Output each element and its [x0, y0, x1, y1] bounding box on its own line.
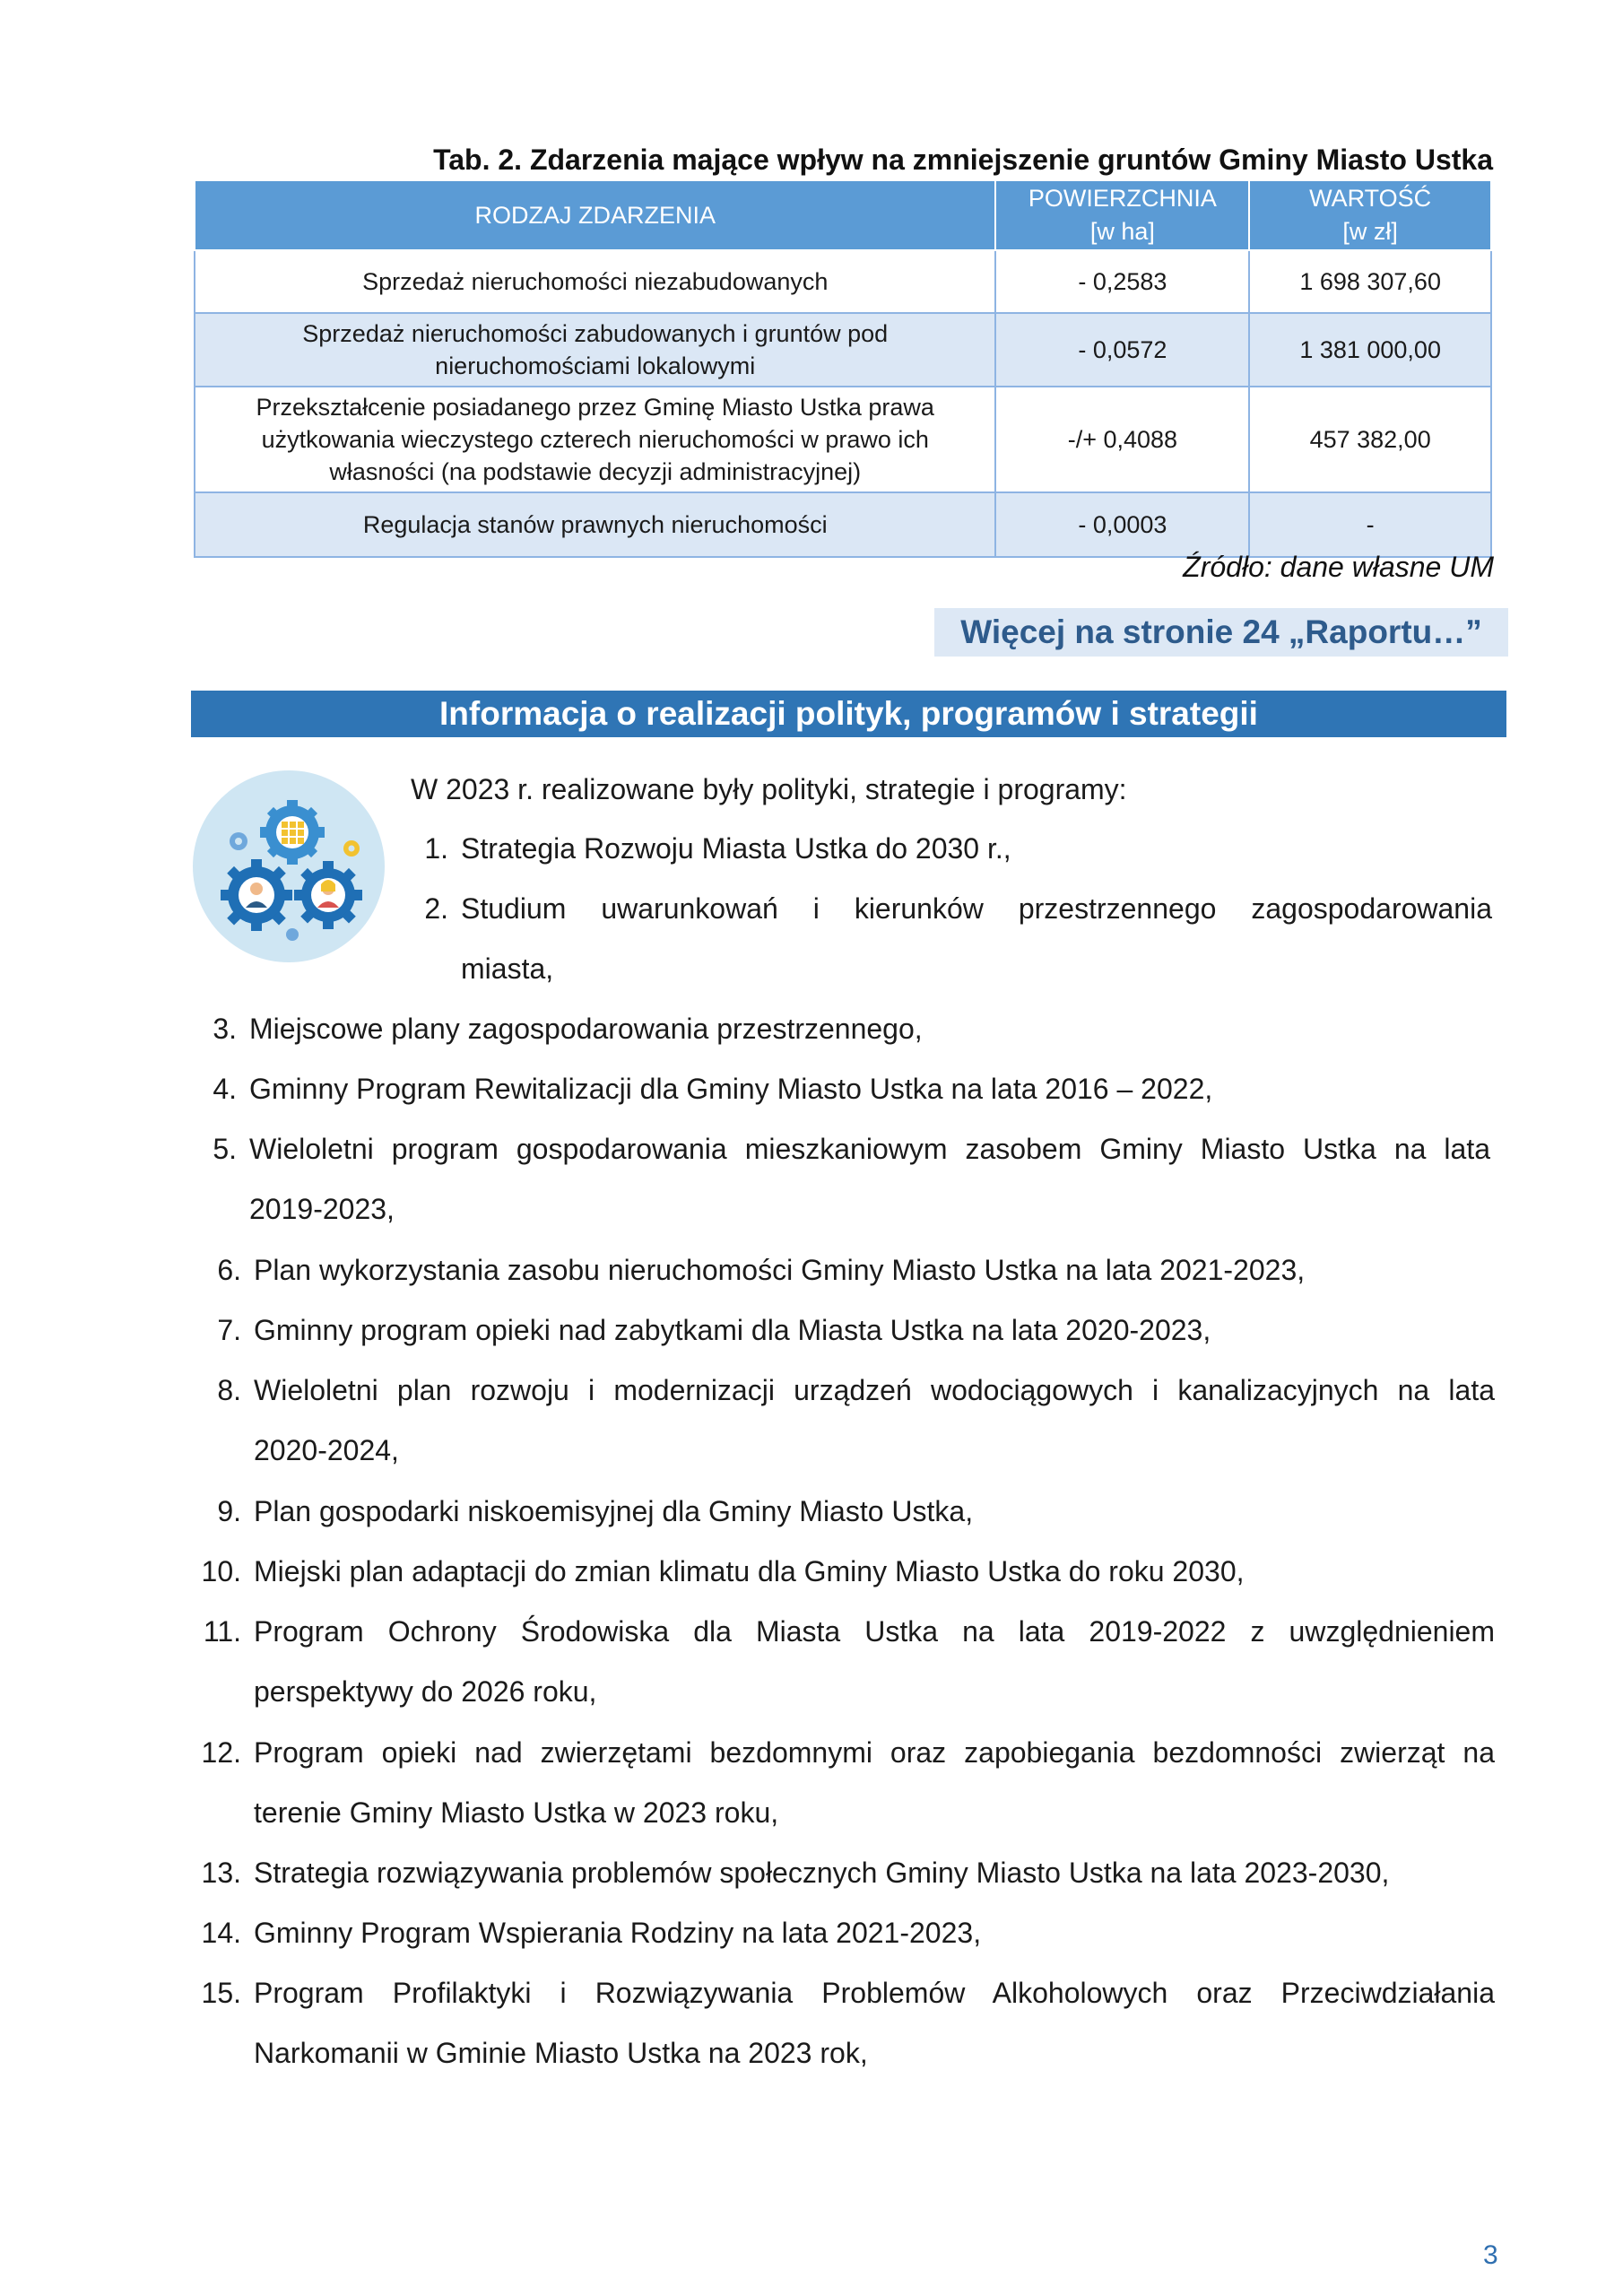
area-cell: - 0,2583 [995, 250, 1249, 313]
list-item-number: 7. [217, 1314, 241, 1346]
list-item-number: 8. [217, 1374, 241, 1406]
list-item-text: Plan wykorzystania zasobu nieruchomości Gminy Miasto Ustka na lata 2021-2023, [254, 1254, 1306, 1286]
event-line: użytkowania wieczystego czterech nieruchomości w prawo ich [261, 426, 929, 453]
list-item-text: Program Ochrony Środowiska dla Miasta Ustka na lata 2019-2022 z uwzględnieniem [254, 1615, 1495, 1648]
list-item [217, 1493, 974, 1529]
list-item-number: 10. [201, 1555, 241, 1587]
list-item-text: Miejscowe plany zagospodarowania przestrzennego, [249, 1013, 923, 1045]
value-cell: - [1249, 492, 1491, 557]
table-caption: Tab. 2. Zdarzenia mające wpływ na zmniejszenie gruntów Gminy Miasto Ustka [433, 144, 1493, 176]
table-source-note: Źródło: dane własne UM [1183, 551, 1494, 583]
list-item [424, 891, 1492, 987]
list-item-text: Studium uwarunkowań i kierunków przestrzennego zagospodarowania [461, 892, 1492, 925]
list-item-text: Plan gospodarki niskoemisyjnej dla Gminy Miasto Ustka, [254, 1495, 974, 1527]
event-type-cell [195, 387, 995, 492]
gears-people-illustration-icon [192, 770, 386, 963]
list-item-text-continued: 2019-2023, [249, 1193, 395, 1225]
list-item-text: Wieloletni program gospodarowania mieszkaniowym zasobem Gminy Miasto Ustka na lata [249, 1133, 1490, 1165]
event-line: Sprzedaż nieruchomości niezabudowanych [362, 268, 829, 295]
list-item-number: 1. [424, 832, 448, 865]
list-item-number: 2. [424, 892, 448, 925]
list-item [217, 1252, 1306, 1288]
list-item [217, 1312, 1211, 1348]
header-area-line2: [w ha] [1089, 218, 1155, 245]
list-item-number: 13. [201, 1857, 241, 1889]
list-item-number: 11. [203, 1615, 241, 1648]
event-line: własności (na podstawie decyzji administracyjnej) [329, 458, 862, 485]
section-intro: W 2023 r. realizowane były polityki, strategie i programy: [411, 773, 1127, 805]
list-item-number: 9. [217, 1495, 241, 1527]
area-cell: - 0,0572 [995, 313, 1249, 387]
list-item-text: Gminny program opieki nad zabytkami dla Miasta Ustka na lata 2020-2023, [254, 1314, 1211, 1346]
event-type-cell [195, 250, 995, 313]
area-cell: -/+ 0,4088 [995, 387, 1249, 492]
list-item-text-continued: perspektywy do 2026 roku, [254, 1675, 597, 1708]
list-item-text: Program Profilaktyki i Rozwiązywania Problemów Alkoholowych oraz Przeciwdziałania [254, 1977, 1495, 2009]
list-item-text-continued: 2020-2024, [254, 1434, 399, 1466]
header-value-line2: [w zł] [1342, 218, 1398, 245]
list-item [213, 1131, 1490, 1227]
header-area-line1: POWIERZCHNIA [1028, 185, 1217, 212]
list-item-text: Strategia rozwiązywania problemów społecznych Gminy Miasto Ustka na lata 2023-2030, [254, 1857, 1390, 1889]
list-item-number: 5. [213, 1133, 237, 1165]
list-item [203, 1613, 1495, 1709]
list-item [201, 1553, 1245, 1589]
list-item-number: 15. [201, 1977, 241, 2009]
value-cell: 457 382,00 [1249, 387, 1491, 492]
event-line: Regulacja stanów prawnych nieruchomości [362, 511, 828, 538]
event-type-cell [195, 313, 995, 387]
table-row [195, 313, 1491, 387]
table-row [195, 250, 1491, 313]
header-value [1249, 180, 1491, 250]
list-item [213, 1011, 923, 1047]
list-item [201, 1915, 982, 1951]
area-cell: - 0,0003 [995, 492, 1249, 557]
event-line: Sprzedaż nieruchomości zabudowanych i gruntów pod [302, 320, 889, 347]
value-cell: 1 381 000,00 [1249, 313, 1491, 387]
header-value-line1: WARTOŚĆ [1309, 185, 1432, 212]
section-heading: Informacja o realizacji polityk, programów i strategii [191, 691, 1506, 737]
header-event-type: RODZAJ ZDARZENIA [195, 180, 995, 250]
list-item-text: Wieloletni plan rozwoju i modernizacji urządzeń wodociągowych i kanalizacyjnych na lata [254, 1374, 1495, 1406]
list-item [201, 1975, 1495, 2071]
list-item-text: Gminny Program Rewitalizacji dla Gminy Miasto Ustka na lata 2016 – 2022, [249, 1073, 1213, 1105]
list-item-text: Program opieki nad zwierzętami bezdomnymi oraz zapobiegania bezdomności zwierząt na [254, 1736, 1495, 1769]
list-item [213, 1071, 1213, 1107]
list-item-number: 6. [217, 1254, 241, 1286]
list-item-number: 3. [213, 1013, 237, 1045]
table-header-row [195, 180, 1491, 250]
events-table [194, 179, 1492, 558]
list-item-number: 4. [213, 1073, 237, 1105]
value-cell: 1 698 307,60 [1249, 250, 1491, 313]
list-item [424, 831, 1011, 866]
list-item [201, 1855, 1390, 1891]
more-info-link[interactable]: Więcej na stronie 24 „Raportu…” [934, 608, 1508, 657]
list-item [217, 1372, 1495, 1468]
list-item-text: Strategia Rozwoju Miasta Ustka do 2030 r., [461, 832, 1011, 865]
event-line: nieruchomościami lokalowymi [435, 352, 756, 379]
list-item-text: Miejski plan adaptacji do zmian klimatu dla Gminy Miasto Ustka do roku 2030, [254, 1555, 1245, 1587]
list-item-text-continued: terenie Gminy Miasto Ustka w 2023 roku, [254, 1796, 779, 1829]
page-number: 3 [1483, 2240, 1498, 2270]
list-item-text: Gminny Program Wspierania Rodziny na lata 2021-2023, [254, 1917, 982, 1949]
table-row [195, 387, 1491, 492]
list-item [201, 1735, 1495, 1831]
table-row [195, 492, 1491, 557]
event-line: Przekształcenie posiadanego przez Gminę Miasto Ustka prawa [256, 394, 934, 421]
list-item-text-continued: Narkomanii w Gminie Miasto Ustka na 2023 rok, [254, 2037, 868, 2069]
header-area [995, 180, 1249, 250]
list-item-number: 12. [201, 1736, 241, 1769]
list-item-text-continued: miasta, [461, 952, 554, 985]
event-type-cell [195, 492, 995, 557]
list-item-number: 14. [201, 1917, 241, 1949]
